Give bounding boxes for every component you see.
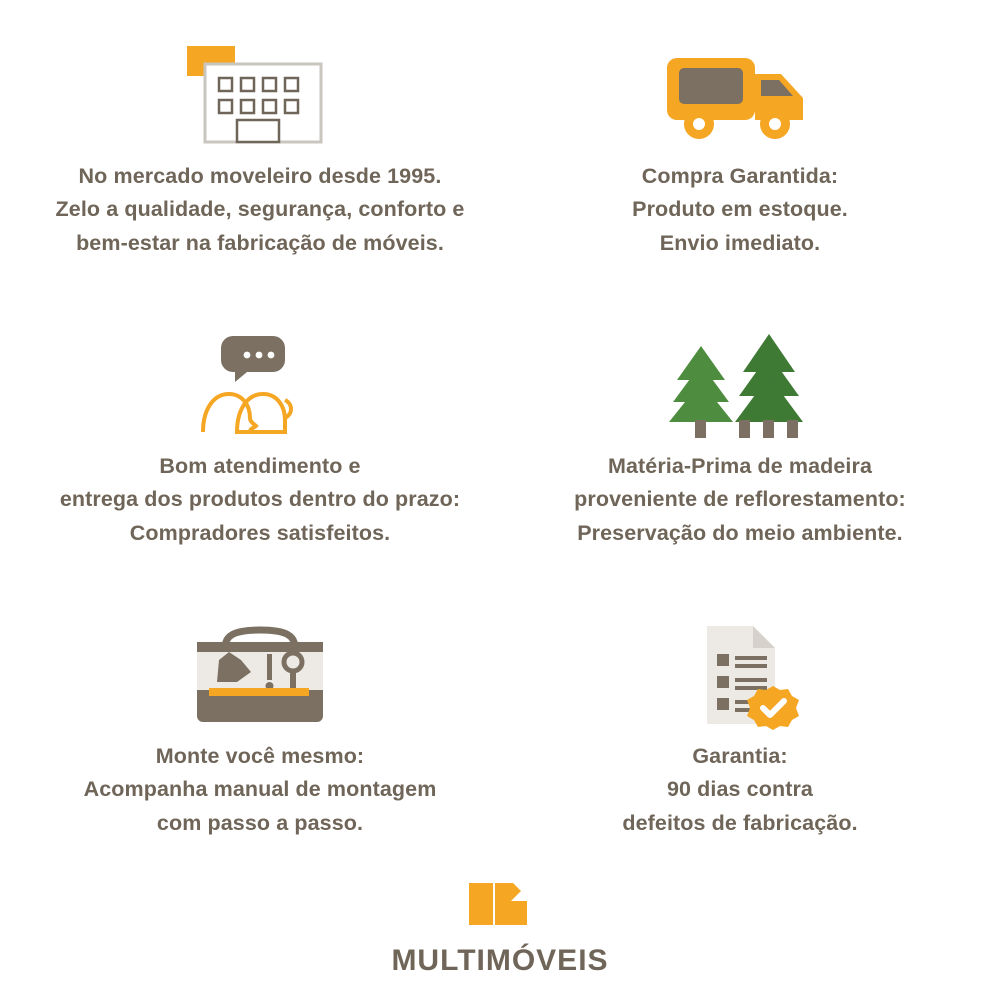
benefit-item-assembly [20, 610, 500, 900]
benefits-grid [20, 30, 980, 900]
caption-line: Bom atendimento e [159, 454, 361, 478]
benefit-caption [632, 160, 848, 260]
benefit-caption [84, 740, 437, 840]
caption-line: Acompanha manual de montagem [83, 777, 437, 802]
caption-line: proveniente de reflorestamento: [574, 487, 906, 512]
pine-trees-icon [655, 320, 825, 450]
benefit-item-factory [20, 30, 500, 320]
benefit-item-service [20, 320, 500, 610]
benefit-caption [60, 450, 460, 550]
caption-line: Preservação do meio ambiente. [577, 520, 903, 545]
benefit-caption [574, 450, 906, 550]
benefit-item-warranty [500, 610, 980, 900]
delivery-truck-icon [655, 30, 825, 160]
benefit-item-sustainability [500, 320, 980, 610]
brand-footer [0, 879, 1000, 978]
caption-line: bem-estar na fabricação de móveis. [76, 230, 444, 255]
caption-line: Zelo a qualidade, segurança, conforto e [55, 197, 465, 222]
caption-line: Envio imediato. [659, 230, 821, 255]
multimoveis-logo-mark [465, 879, 535, 934]
benefit-item-shipping [500, 30, 980, 320]
caption-line: No mercado moveleiro desde 1995. [78, 164, 442, 188]
caption-line: Monte você mesmo: [155, 744, 365, 768]
caption-line: Matéria-Prima de madeira [607, 454, 873, 478]
brand-name: MULTIMÓVEIS [391, 944, 609, 977]
toolbox-icon [175, 610, 345, 740]
caption-line: defeitos de fabricação. [622, 810, 858, 835]
certificate-document-icon [655, 610, 825, 740]
benefit-caption [56, 160, 465, 260]
customer-service-chat-icon [175, 320, 345, 450]
caption-line: Produto em estoque. [632, 197, 848, 222]
benefit-caption [622, 740, 857, 840]
caption-line: entrega dos produtos dentro do prazo: [59, 487, 461, 512]
caption-line: com passo a passo. [156, 810, 364, 835]
caption-line: Garantia: [692, 744, 788, 768]
caption-line: Compra Garantida: [641, 164, 839, 188]
caption-line: Compradores satisfeitos. [129, 520, 391, 545]
factory-building-icon [175, 30, 345, 160]
caption-line: 90 dias contra [666, 777, 813, 802]
